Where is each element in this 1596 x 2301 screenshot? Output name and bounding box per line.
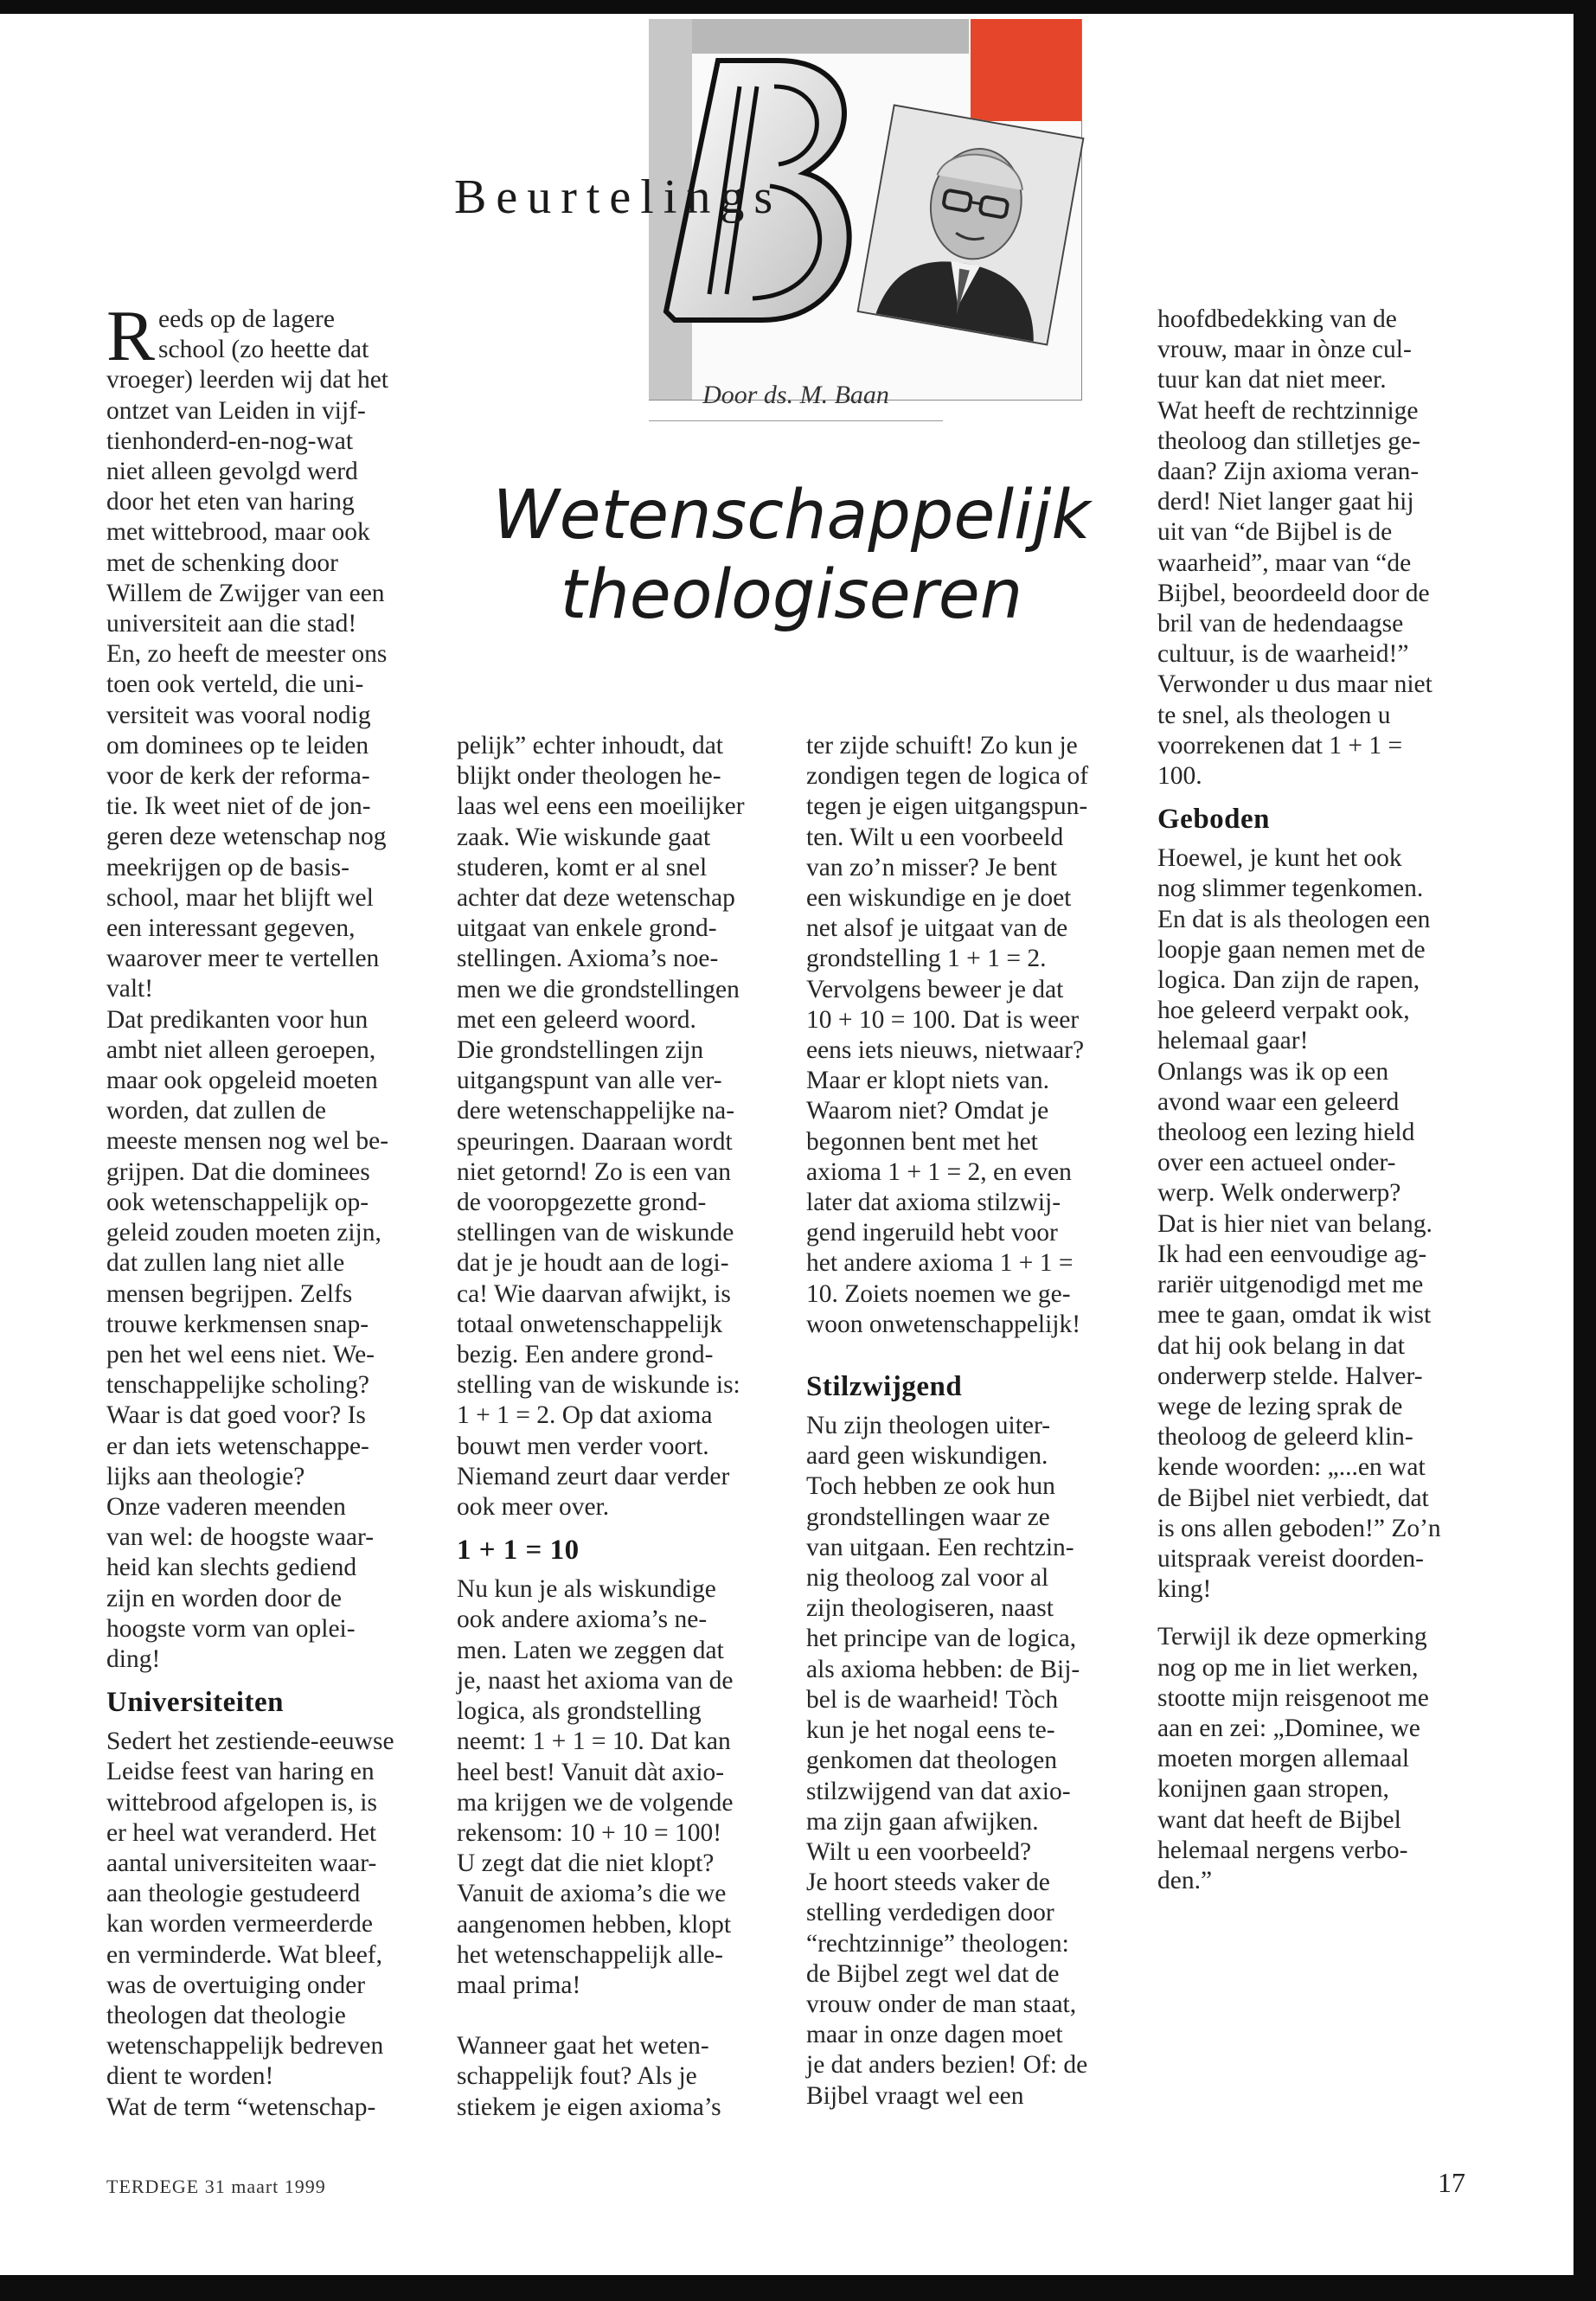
text-line: Vanuit de axioma’s die we: [457, 1880, 727, 1908]
subheading-geboden: Geboden: [1157, 804, 1271, 836]
text-line: meeste mensen nog wel be-: [106, 1127, 389, 1156]
text-line: ook andere axioma’s ne-: [457, 1606, 708, 1634]
text-line: Nu kun je als wiskundige: [457, 1575, 716, 1604]
text-line: dere wetenschappelijke na-: [457, 1097, 735, 1125]
text-line: logica, als grondstelling: [457, 1697, 702, 1726]
text-line: stilzwijgend van dat axio-: [806, 1777, 1071, 1805]
text-line: Dat predikanten voor hun: [106, 1005, 369, 1034]
text-line: bel is de waarheid! Tòch: [806, 1685, 1059, 1714]
text-line: van zo’n misser? Je bent: [806, 853, 1057, 881]
text-line: daan? Zijn axioma veran-: [1157, 458, 1420, 486]
text-line: over een actueel onder-: [1157, 1149, 1396, 1177]
text-line: uitgaat van enkele grond-: [457, 914, 717, 943]
text-line: den.”: [1157, 1866, 1213, 1894]
text-line: cultuur, is de waarheid!”: [1157, 640, 1409, 669]
text-line: onderwerp stelde. Halver-: [1157, 1362, 1423, 1390]
text-line: Die grondstellingen zijn: [457, 1036, 704, 1065]
text-line: Wat de term “wetenschap-: [106, 2093, 376, 2121]
text-line: bril van de hedendaagse: [1157, 610, 1404, 638]
text-line: theologen dat theologie: [106, 2001, 346, 2029]
text-line: door het eten van haring: [106, 488, 355, 516]
text-line: aan theologie gestudeerd: [106, 1880, 361, 1908]
text-line: niet alleen gevolgd werd: [106, 458, 358, 486]
text-line: Leidse feest van haring en: [106, 1758, 375, 1786]
text-line: tuur kan dat niet meer.: [1157, 366, 1387, 394]
column-4: [1157, 304, 1471, 1896]
text-line: Willem de Zwijger van een: [106, 579, 385, 607]
text-line: en verminderde. Wat bleef,: [106, 1940, 382, 1969]
text-line: school, maar het blijft wel: [106, 883, 374, 912]
text-line: van wel: de hoogste waar-: [106, 1523, 375, 1552]
text-line: speuringen. Daaraan wordt: [457, 1127, 733, 1156]
text-line: hoogste vorm van oplei-: [106, 1614, 356, 1643]
text-line: theoloog de geleerd klin-: [1157, 1423, 1413, 1452]
paragraph: [806, 1411, 1119, 1868]
text-line: je, naast het axioma van de: [457, 1666, 734, 1695]
text-line: universiteit aan die stad!: [106, 610, 357, 638]
text-line: gend ingeruild hebt voor: [806, 1219, 1058, 1247]
publication-footer: TERDEGE 31 maart 1999: [106, 2176, 326, 2197]
text-line: kende woorden: „...en wat: [1157, 1453, 1426, 1482]
text-line: een interessant gegeven,: [106, 914, 356, 943]
subheading-equation: 1 + 1 = 10: [457, 1535, 580, 1567]
text-line: dat je je houdt aan de logi-: [457, 1249, 729, 1278]
text-line: derd! Niet langer gaat hij: [1157, 488, 1414, 516]
text-line: het andere axioma 1 + 1 =: [806, 1249, 1074, 1278]
paragraph: [106, 1727, 420, 2092]
text-line: 10 + 10 = 100. Dat is weer: [806, 1005, 1080, 1034]
text-line: er heel wat veranderd. Het: [106, 1818, 377, 1847]
text-line: Terwijl ik deze opmerking: [1157, 1623, 1427, 1651]
text-line: wittebrood afgelopen is, is: [106, 1788, 377, 1817]
text-line: ook wetenschappelijk op-: [106, 1188, 369, 1216]
paragraph: [106, 1492, 420, 1675]
text-line: vrouw onder de man staat,: [806, 1990, 1077, 2018]
text-line: hoofdbedekking van de: [1157, 305, 1397, 333]
page-number: 17: [1438, 2167, 1465, 2198]
text-line: genkomen dat theologen: [806, 1747, 1058, 1775]
text-line: Dat is hier niet van belang.: [1157, 1209, 1433, 1238]
subheading-universiteiten: Universiteiten: [106, 1687, 284, 1719]
text-line: Hoewel, je kunt het ook: [1157, 844, 1402, 873]
text-line: vrouw, maar in ònze cul-: [1157, 336, 1412, 364]
text-line: geren deze wetenschap nog: [106, 823, 387, 851]
text-line: laas wel eens een moeilijker: [457, 792, 745, 821]
text-line: stelling verdedigen door: [806, 1899, 1054, 1927]
text-line: wetenschappelijk bedreven: [106, 2032, 384, 2061]
paragraph: [1157, 1057, 1471, 1606]
text-line: Waar is dat goed voor? Is: [106, 1401, 366, 1430]
drop-cap: R: [106, 296, 156, 376]
text-line: aan en zei: „Dominee, we: [1157, 1714, 1420, 1742]
text-line: zaak. Wie wiskunde gaat: [457, 823, 711, 851]
text-line: eens iets nieuws, nietwaar?: [806, 1036, 1085, 1065]
text-line: Onze vaderen meenden: [106, 1492, 346, 1521]
text-line: dat zullen lang niet alle: [106, 1249, 345, 1278]
text-line: aangenomen hebben, klopt: [457, 1910, 732, 1939]
text-line: net alsof je uitgaat van de: [806, 914, 1068, 943]
text-line: wege de lezing sprak de: [1157, 1392, 1403, 1420]
author-byline: Door ds. M. Baan: [702, 381, 889, 409]
text-line: loopje gaan nemen met de: [1157, 935, 1426, 964]
text-line: ma krijgen we de volgende: [457, 1788, 734, 1817]
subheading-stilzwijgend: Stilzwijgend: [806, 1371, 963, 1403]
paragraph: [1157, 304, 1471, 670]
paragraph-lines: [106, 335, 420, 1004]
text-line: met een geleerd woord.: [457, 1005, 696, 1034]
text-line: later dat axioma stilzwij-: [806, 1189, 1061, 1217]
text-line: de Bijbel zegt wel dat de: [806, 1959, 1060, 1988]
paragraph: [1157, 670, 1471, 792]
text-line: ma zijn gaan afwijken.: [806, 1807, 1039, 1836]
text-line: schappelijk fout? Als je: [457, 2062, 697, 2091]
text-line: rekensom: 10 + 10 = 100!: [457, 1818, 722, 1847]
text-line: theoloog een lezing hield: [1157, 1118, 1415, 1147]
paragraph: [806, 1868, 1119, 2112]
text-line: voorrekenen dat 1 + 1 =: [1157, 731, 1403, 760]
text-line: avond waar een geleerd: [1157, 1087, 1400, 1116]
text-line: stellingen van de wiskunde: [457, 1219, 734, 1247]
text-line: 100.: [1157, 762, 1202, 791]
text-line: Waarom niet? Omdat je: [806, 1097, 1049, 1125]
paragraph: [106, 1005, 420, 1492]
text-line: zijn theologiseren, naast: [806, 1594, 1054, 1623]
text-line: pen het wel eens niet. We-: [106, 1340, 375, 1368]
text-line: valt!: [106, 975, 154, 1003]
text-line: trouwe kerkmensen snap-: [106, 1310, 369, 1338]
paragraph: [457, 731, 770, 1522]
text-line: studeren, komt er al snel: [457, 853, 708, 881]
text-line: van uitgaan. Een rechtzin-: [806, 1533, 1074, 1561]
paragraph: [457, 2031, 770, 2123]
text-line: maar in onze dagen moet: [806, 2021, 1063, 2049]
text-line: kun je het nogal eens te-: [806, 1716, 1055, 1745]
text-line: ten. Wilt u een voorbeeld: [806, 823, 1064, 851]
text-line: zondigen tegen de logica of: [806, 762, 1089, 791]
paragraph: [457, 1574, 770, 2001]
paragraph: [1157, 1622, 1471, 1896]
text-line: Bijbel, beoordeeld door de: [1157, 579, 1430, 607]
text-line: kan worden vermeerderde: [106, 1910, 373, 1939]
article-title: [450, 476, 1133, 635]
text-line: nog op me in liet werken,: [1157, 1653, 1419, 1682]
text-line: grondstellingen waar ze: [806, 1503, 1050, 1531]
text-line: stiekem je eigen axioma’s: [457, 2093, 721, 2121]
paragraph: [106, 296, 420, 1005]
text-line: stootte mijn reisgenoot me: [1157, 1683, 1429, 1712]
text-line: het principe van de logica,: [806, 1625, 1077, 1653]
text-line: “rechtzinnige” theologen:: [806, 1929, 1069, 1958]
column-1: [106, 296, 420, 2123]
text-line: aard geen wiskundigen.: [806, 1442, 1048, 1471]
text-line: bouwt men verder voort.: [457, 1432, 709, 1460]
text-line: Ik had een eenvoudige ag-: [1157, 1240, 1427, 1268]
text-line: rariër uitgenodigd met me: [1157, 1271, 1424, 1299]
paragraph-gap: [806, 1340, 1119, 1359]
column-2: [457, 731, 770, 2123]
text-line: konijnen gaan stropen,: [1157, 1775, 1389, 1804]
column-3: [806, 731, 1119, 2112]
text-line: U zegt dat die niet klopt?: [457, 1849, 715, 1878]
text-line: begonnen bent met het: [806, 1127, 1038, 1156]
paragraph: [106, 2093, 420, 2123]
text-line: Je hoort steeds vaker de: [806, 1868, 1050, 1897]
text-line: want dat heeft de Bijbel: [1157, 1805, 1401, 1834]
text-line: ook meer over.: [457, 1493, 610, 1522]
section-title: Beurtelings: [454, 170, 783, 224]
text-line: achter dat deze wetenschap: [457, 884, 735, 913]
text-line: 10. Zoiets noemen we ge-: [806, 1279, 1071, 1308]
text-line: te snel, als theologen u: [1157, 701, 1391, 729]
text-line: axioma 1 + 1 = 2, en even: [806, 1157, 1072, 1186]
text-line: stelling van de wiskunde is:: [457, 1371, 740, 1400]
text-line: Maar er klopt niets van.: [806, 1067, 1049, 1095]
text-line: dat hij ook belang in dat: [1157, 1331, 1405, 1360]
text-line: men. Laten we zeggen dat: [457, 1636, 724, 1664]
text-line: men we die grondstellingen: [457, 975, 740, 1003]
text-line: stellingen. Axioma’s noe-: [457, 945, 719, 973]
text-line: Verwonder u dus maar niet: [1157, 670, 1433, 699]
text-line: tegen je eigen uitgangspun-: [806, 792, 1088, 821]
text-line: een wiskundige en je doet: [806, 884, 1072, 913]
text-line: Wilt u een voorbeeld?: [806, 1837, 1032, 1866]
text-line: vroeger) leerden wij dat het: [106, 366, 388, 394]
text-line: Sedert het zestiende-eeuwse: [106, 1727, 394, 1756]
text-line: geleid zouden moeten zijn,: [106, 1219, 381, 1247]
text-line: ambt niet alleen geroepen,: [106, 1035, 376, 1064]
text-line: Wanneer gaat het weten-: [457, 2032, 709, 2061]
byline-divider: [649, 420, 943, 421]
text-line: de vooropgezette grond-: [457, 1189, 707, 1217]
text-line: heel best! Vanuit dàt axio-: [457, 1758, 725, 1786]
text-line: logica. Dan zijn de rapen,: [1157, 966, 1420, 995]
text-line: Nu zijn theologen uiter-: [806, 1412, 1051, 1440]
text-line: worden, dat zullen de: [106, 1097, 326, 1125]
text-line: is ons allen geboden!” Zo’n: [1157, 1514, 1441, 1542]
text-line: aantal universiteiten waar-: [106, 1849, 377, 1877]
text-line: moeten morgen allemaal: [1157, 1745, 1410, 1773]
text-line: nig theoloog zal voor al: [806, 1564, 1049, 1593]
paragraph: [806, 731, 1119, 1340]
text-line: tie. Ik weet niet of de jon-: [106, 792, 371, 821]
text-line: uitgangspunt van alle ver-: [457, 1067, 722, 1095]
text-line: Vervolgens beweer je dat: [806, 975, 1064, 1003]
text-line: er dan iets wetenschappe-: [106, 1432, 369, 1460]
text-line: meekrijgen op de basis-: [106, 853, 349, 881]
text-line: versiteit was vooral nodig: [106, 701, 371, 729]
text-line: dient te worden!: [106, 2062, 274, 2091]
text-line: tenschappelijke scholing?: [106, 1371, 369, 1400]
first-line: eeds op de lagere: [158, 305, 335, 333]
paragraph: [1157, 843, 1471, 1056]
text-line: ding!: [106, 1644, 161, 1673]
text-line: met de schenking door: [106, 548, 338, 577]
text-line: king!: [1157, 1575, 1212, 1604]
text-line: hoe geleerd verpakt ook,: [1157, 997, 1410, 1025]
paragraph-gap: [457, 2001, 770, 2031]
text-line: mee te gaan, omdat ik wist: [1157, 1301, 1432, 1330]
text-line: waarheid”, maar van “de: [1157, 548, 1412, 577]
text-line: mensen begrijpen. Zelfs: [106, 1279, 353, 1308]
text-line: theoloog dan stilletjes ge-: [1157, 426, 1420, 455]
title-line-1: Wetenschappelijk: [492, 477, 1091, 554]
text-line: neemt: 1 + 1 = 10. Dat kan: [457, 1727, 731, 1756]
text-line: woon onwetenschappelijk!: [806, 1310, 1081, 1338]
text-line: uit van “de Bijbel is de: [1157, 518, 1393, 547]
text-line: Bijbel vraagt wel een: [806, 2081, 1024, 2110]
text-line: pelijk” echter inhoudt, dat: [457, 732, 724, 760]
text-line: zijn en worden door de: [106, 1584, 342, 1612]
author-portrait: [857, 104, 1085, 345]
text-line: totaal onwetenschappelijk: [457, 1310, 723, 1338]
text-line: helemaal nergens verbo-: [1157, 1836, 1408, 1864]
text-line: tienhonderd-en-nog-wat: [106, 426, 354, 455]
text-line: werp. Welk onderwerp?: [1157, 1179, 1401, 1208]
text-line: lijks aan theologie?: [106, 1462, 305, 1490]
title-line-2: theologiseren: [560, 556, 1023, 634]
text-line: als axioma hebben: de Bij-: [806, 1655, 1080, 1683]
text-line: was de overtuiging onder: [106, 1971, 366, 1999]
text-line: En, zo heeft de meester ons: [106, 640, 388, 669]
text-line: de Bijbel niet verbiedt, dat: [1157, 1484, 1429, 1512]
text-line: 1 + 1 = 2. Op dat axioma: [457, 1401, 713, 1430]
text-line: En dat is als theologen een: [1157, 905, 1431, 933]
text-line: waarover meer te vertellen: [106, 945, 380, 973]
text-line: voor de kerk der reforma-: [106, 762, 370, 791]
text-line: grondstelling 1 + 1 = 2.: [806, 945, 1047, 973]
text-line: Onlangs was ik op een: [1157, 1057, 1389, 1086]
text-line: uitspraak vereist doorden-: [1157, 1544, 1425, 1573]
text-line: Wat heeft de rechtzinnige: [1157, 396, 1419, 425]
text-line: heid kan slechts gediend: [106, 1554, 357, 1582]
text-line: ter zijde schuift! Zo kun je: [806, 732, 1078, 760]
text-line: blijkt onder theologen he-: [457, 762, 721, 791]
text-line: het wetenschappelijk alle-: [457, 1940, 723, 1969]
text-line: Toch hebben ze ook hun: [806, 1472, 1055, 1501]
text-line: om dominees op te leiden: [106, 731, 369, 760]
text-line: ontzet van Leiden in vijf-: [106, 396, 366, 425]
text-line: toen ook verteld, die uni-: [106, 670, 364, 699]
text-line: je dat anders bezien! Of: de: [806, 2051, 1088, 2080]
text-line: Niemand zeurt daar verder: [457, 1462, 730, 1490]
portrait-photo: [859, 106, 1082, 344]
paragraph-gap: [1157, 1605, 1471, 1622]
text-line: helemaal gaar!: [1157, 1027, 1309, 1055]
text-line: school (zo heette dat: [158, 336, 369, 364]
text-line: bezig. Een andere grond-: [457, 1341, 714, 1369]
text-line: met wittebrood, maar ook: [106, 518, 370, 547]
text-line: maar ook opgeleid moeten: [106, 1067, 378, 1095]
text-line: ca! Wie daarvan afwijkt, is: [457, 1279, 731, 1308]
text-line: maal prima!: [457, 1971, 581, 1999]
accent-block: [971, 19, 1081, 121]
text-line: grijpen. Dat die dominees: [106, 1157, 370, 1186]
text-line: niet getornd! Zo is een van: [457, 1157, 732, 1186]
text-line: nog slimmer tegenkomen.: [1157, 875, 1424, 903]
